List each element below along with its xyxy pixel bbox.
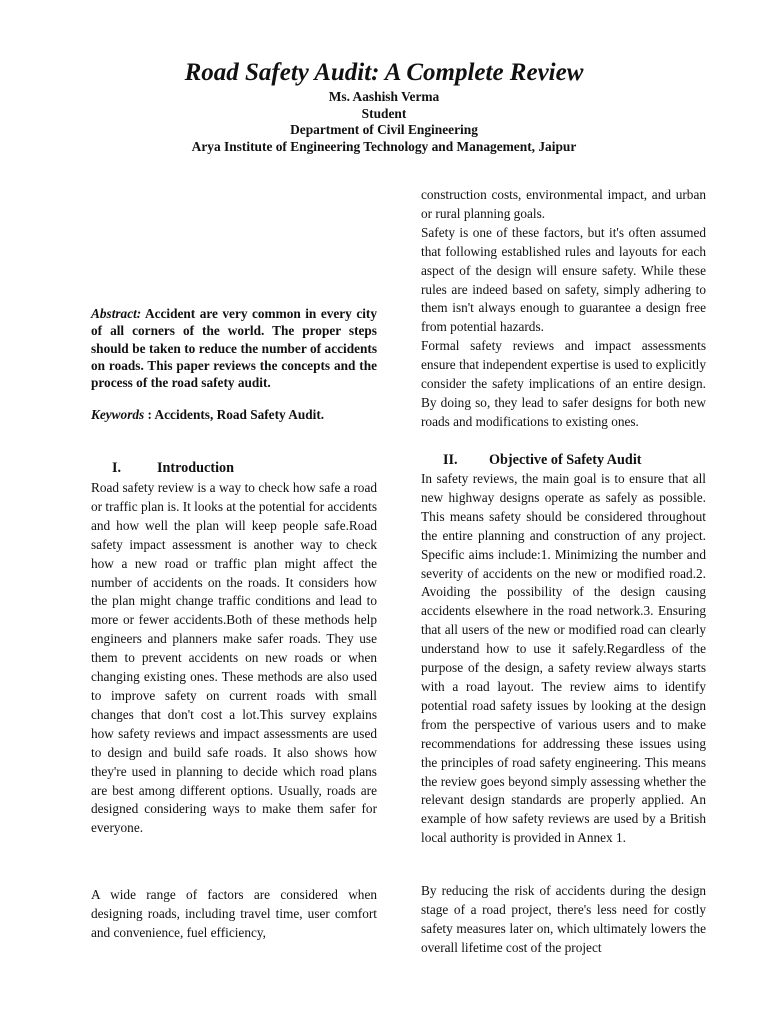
keywords-label: Keywords — [91, 407, 145, 422]
paragraph: Safety is one of these factors, but it's often assumed that following established rules and layouts for each aspect of the design will ensure safety. While these rules are indeed based on safety, simply adhering to them isn't always enough to guarantee a design free from potential hazards. — [421, 224, 706, 335]
paragraph: Formal safety reviews and impact assessments ensure that independent expertise is used to explicitly consider the safety implications of an entire design. By doing so, they lead to safer designs for both new roads and modifications to existing ones. — [421, 338, 706, 429]
paragraph: By reducing the risk of accidents during the design stage of a road project, there's less need for costly safety measures later on, which ultimately lowers the overall lifetime cost of the project — [421, 883, 706, 955]
author-institution: Arya Institute of Engineering Technology and Management, Jaipur — [191, 138, 577, 154]
abstract-label: Abstract: — [91, 306, 142, 321]
objective-paragraph-1 — [421, 470, 706, 848]
section-title: Introduction — [157, 460, 234, 476]
keywords — [91, 406, 377, 423]
paper-title: Road Safety Audit: A Complete Review — [184, 59, 584, 86]
section-heading-objective — [443, 451, 642, 469]
paragraph: construction costs, environmental impact, and urban or rural planning goals. — [421, 187, 706, 221]
section-title: Objective of Safety Audit — [489, 452, 642, 468]
section-number: II. — [443, 452, 458, 468]
introduction-paragraph-2 — [91, 886, 377, 943]
paragraph: Road safety review is a way to check how safe a road or traffic plan is. It looks at the potential for accidents and how well the plan will keep people safe.Road safety impact assessment is another way to check how a new road or traffic plan might affect the number of accidents on the roads. It considers how the plan might change traffic conditions and lead to more or fewer accidents.Both of these methods help engineers and planners make safer roads. They use them to prevent accidents on new roads or when changing existing ones. These methods are also used to improve safety on current roads with small changes that don't cost a lot.This survey explains how safety reviews and impact assessments are used to design and build safe roads. It also shows how they're used in planning to decide which road plans are best among different options. Usually, roads are designed considering ways to make them safer for everyone. — [91, 480, 377, 836]
objective-paragraph-2 — [421, 882, 706, 958]
paragraph: A wide range of factors are considered when designing roads, including travel time, user comfort and convenience, fuel efficiency, — [91, 887, 377, 940]
author-role: Student — [361, 105, 407, 121]
author-name: Ms. Aashish Verma — [328, 89, 440, 104]
section-number: I. — [112, 460, 122, 476]
abstract — [91, 305, 377, 391]
author-block — [0, 89, 768, 155]
introduction-paragraph-1 — [91, 479, 377, 838]
abstract-text: Accident are very common in every city of all corners of the world. The proper steps should be taken to reduce the number of accidents on roads. This paper reviews the concepts and the process of the road safety audit. — [91, 306, 377, 391]
section-heading-introduction — [112, 459, 234, 477]
keywords-text: : Accidents, Road Safety Audit. — [144, 407, 325, 422]
continued-text — [421, 186, 706, 432]
paragraph: In safety reviews, the main goal is to ensure that all new highway designs operate as safely as possible. This means safety should be considered throughout the entire planning and construction of any project. Specific aims include:1. Minimizing the number and severity of accidents on the new or modified road.2. Avoiding the possibility of the design causing accidents elsewhere in the road network.3. Ensuring that all users of the new or modified road can clearly understand how to use it safely.Regardless of the purpose of the design, a safety review always starts with a road layout. The review aims to identify potential road safety issues by looking at the design from the perspective of various users and to make recommendations for addressing these issues using the principles of road safety engineering. This means the review goes beyond simply assessing whether the relevant design standards are properly applied. An example of how safety reviews are used by a British local authority is provided in Annex 1. — [421, 471, 706, 846]
author-department: Department of Civil Engineering — [290, 122, 478, 137]
